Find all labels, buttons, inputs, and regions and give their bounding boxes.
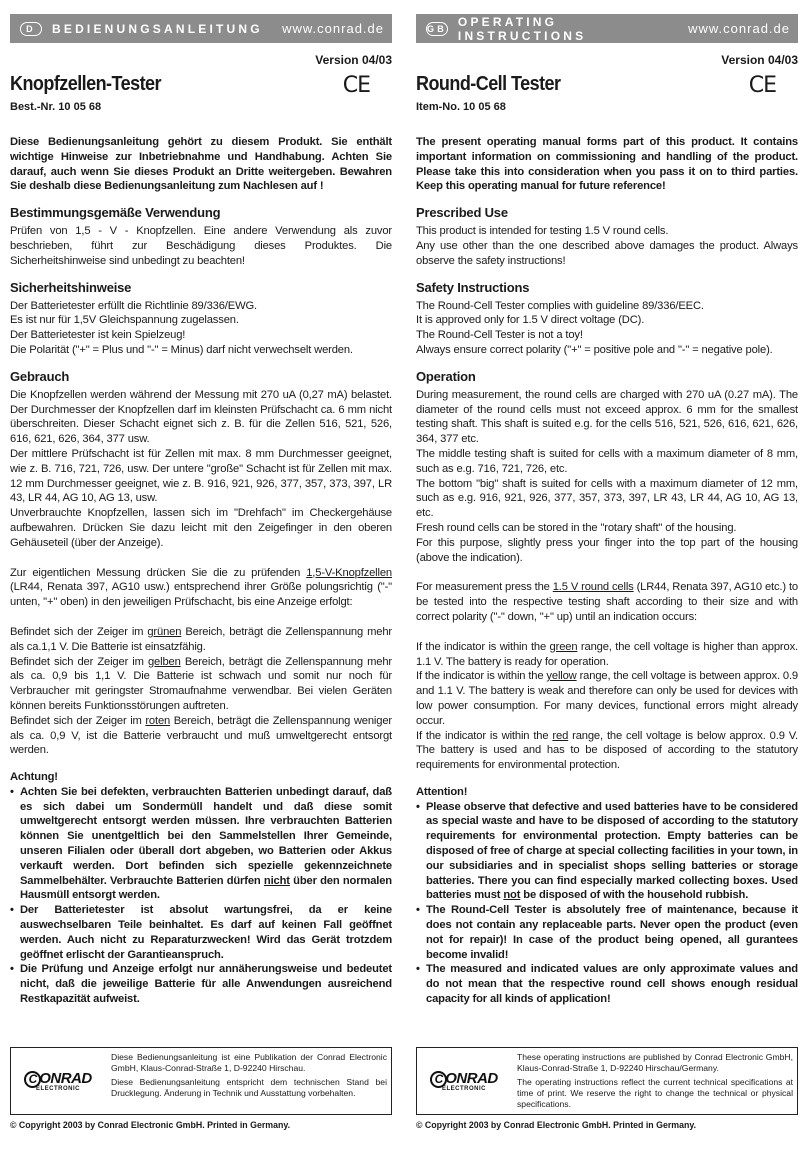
ce-mark-icon: CE (342, 73, 370, 98)
intended-use-text: Prüfen von 1,5 - V - Knopfzellen. Eine andere Verwendung als zuvor beschrieben, führt zur Beschädigung dieses Produktes. Die Sicherheitshinweise sind unbedingt zu beachten! (10, 225, 392, 267)
header-title: OPERATING INSTRUCTIONS (457, 14, 587, 43)
safety-text: Der Batterietester erfüllt die Richtlinie 89/336/EWG. Es ist nur für 1,5V Gleichspannung zugelassen. Der Batterietester ist kein Spielzeug! Die Polarität ("+" = Plus und "-" = Minus) darf nicht verwechselt werden. (10, 299, 353, 356)
header-title: BEDIENUNGSANLEITUNG (52, 21, 263, 36)
header-url[interactable]: www.conrad.de (282, 21, 384, 36)
header-bar (10, 14, 392, 43)
attention-list (416, 800, 798, 1007)
list-item: • Die Prüfung und Anzeige erfolgt nur annäherungsweise und bedeutet nicht, daß die jeweilige Batterie für alle Anwendungen ausreichend Restkapazität aufweist. (10, 962, 392, 1006)
attention-list (10, 785, 392, 1007)
list-item: • Achten Sie bei defekten, verbrauchten Batterien unbedingt darauf, daß es sich dabei um Sondermüll handelt und daß diese somit umweltgerecht entsorgt werden müssen. Ihre verbrauchten Batterien können Sie unentgeltlich bei den Sammelstellen Ihrer Gemeinde, unseren Filialen oder überall dort abgeben, wo Batterien oder Akkus verkauft werden. Dort befinden sich spezielle gekennzeichnete Sammelbehälter. Verbrauchte Batterien dürfen nicht über den normalen Hausmüll entsorgt werden. (10, 785, 392, 903)
disclaimer-text: The operating instructions reflect the current technical specifications at time of print. We reserve the right to change the technical or physical specifications. (517, 1077, 793, 1109)
copyright: © Copyright 2003 by Conrad Electronic GmbH. Printed in Germany. (416, 1120, 697, 1130)
header-bar (416, 14, 798, 43)
list-item: • Please observe that defective and used batteries have to be considered as special waste and have to be disposed of according to the statutory requirements for environmental protection. Empty batteries can be disposed of free of charge at special collecting facilities in your town, in our subsidiaries and in specialist shops selling batteries or storage batteries. There you can find especially marked collecting boxes. Used batteries must not be disposed of with the household rubbish. (416, 800, 798, 904)
english-column (416, 14, 798, 1139)
conrad-logo: C ONRAD ELECTRONIC (11, 1048, 101, 1114)
list-item: • Der Batterietester ist absolut wartungsfrei, da er keine auswechselbaren Teile beinhaltet. Es darf auf keinen Fall geöffnet werden. Auch nicht zu Reparaturzwecken! Wird das Gerät trotzdem geöffnet erlischt der Garantieanspruch. (10, 903, 392, 962)
item-number: Best.-Nr. 10 05 68 (10, 101, 102, 113)
version-label: Version 04/03 (721, 53, 798, 67)
attention-title: Achtung! (10, 771, 58, 784)
language-badge: D (20, 22, 42, 36)
copyright: © Copyright 2003 by Conrad Electronic GmbH. Printed in Germany. (10, 1120, 291, 1130)
list-item: • The measured and indicated values are only approximate values and do not mean that the respective round cell shows enough residual capacity for all kinds of application! (416, 962, 798, 1006)
list-item: • The Round-Cell Tester is absolutely free of maintenance, because it does not contain any replaceable parts. Never open the product (even not for repair)! In case of the product being opened, all gurantees become invalid! (416, 903, 798, 962)
section-title-safety: Safety Instructions (416, 279, 530, 295)
prescribed-use-text: This product is intended for testing 1.5 V round cells. Any use other than the one described above damages the product. Always observe the safety instructions! (416, 225, 798, 267)
item-number: Item-No. 10 05 68 (416, 101, 506, 113)
section-title-operation: Operation (416, 368, 476, 384)
operation-text: During measurement, the round cells are charged with 270 uA (0.27 mA). The diameter of the round cells must not exceed approx. 6 mm for the smallest testing shaft. This shaft is suited e.g. for the cells 516, 521, 526, 616, 621, 626, 364, 377 etc. The middle testing shaft is suited for cells with a maximum diameter of 8 mm, such as e.g. 716, 721, 726, etc. The bottom "big" shaft is suited for cells with a maximum diameter of 12 mm, such as e.g. 916, 921, 926, 377, 357, 373, 397, LR 43, LR 44, AG 10, AG 13, etc. Fresh round cells can be stored in the "rotary shaft" of the housing. For this purpose, slightly press your finger into the top part of the housing (above the indication). For measurement press the 1.5 V round cells (LR44, Renata 397, AG10 etc.) to be tested into the respective testing shaft according to their size and with correct polarity ("-" down, "+" up) until an indication occurs: If the indicator is within the green range, the cell voltage is higher than approx. 1.1 V. The battery is ready for operation. If the indicator is within the yellow range, the cell voltage is between approx. 0.9 and 1.1 V. The battery is weak and therefore can only be used for devices with low power consumption. For many devices, functional errors might already occur. If the indicator is within the red range, the cell voltage is below approx. 0.9 V. The battery is used and has to be disposed of according to the statutory requirements for environmental protection. (416, 388, 798, 772)
section-title-safety: Sicherheitshinweise (10, 279, 132, 295)
section-title-usage: Gebrauch (10, 368, 70, 384)
conrad-logo: C ONRAD ELECTRONIC (417, 1048, 507, 1114)
publisher-text: These operating instructions are published by Conrad Electronic GmbH, Klaus-Conrad-Straße 1, D-92240 Hirschau/Germany. (517, 1052, 793, 1073)
usage-text: Die Knopfzellen werden während der Messung mit 270 uA (0,27 mA) belastet. Der Durchmesser der Knopfzellen darf im kleinsten Prüfschacht ca. 6 mm nicht überschreiten. Dieser Schacht eignet sich z. B. für die Zellen 516, 521, 526, 616, 621, 626, 364, 377 usw. Der mittlere Prüfschacht ist für Zellen mit max. 8 mm Durchmesser geeignet, wie z. B. 716, 721, 726, usw. Der untere "große" Schacht ist für Zellen mit max. 12 mm Durchmesser geeignet, wie z. B. 916, 921, 926, 377, 357, 373, 397, LR 43, LR 44, AG 10, AG 13, usw. Unverbrauchte Knopfzellen, lassen sich im "Drehfach" im Checkergehäuse aufbewahren. Drücken Sie dazu leicht mit den Zeigefinger in den oberen Gehäuseteil (über der Anzeige). Zur eigentlichen Messung drücken Sie die zu prüfenden 1,5-V-Knopfzellen (LR44, Renata 397, AG10 usw.) entsprechend ihrer Größe polungsrichtig ("-" unten, "+" oben) in den jeweiligen Prüfschacht, bis eine Anzeige erfolgt: Befindet sich der Zeiger im grünen Bereich, beträgt die Zellenspannung mehr als ca.1,1 V. Die Batterie ist einsatzfähig. Befindet sich der Zeiger im gelben Bereich, beträgt die Zellenspannung mehr als ca. 0,9 bis 1,1 V. Die Batterie ist schwach und somit nur noch für Verbraucher mit geringster Stromaufnahme verwendbar. Bei vielen Geräten können bereits Funktionsstörungen auftreten. Befindet sich der Zeiger im roten Bereich, beträgt die Zellenspannung weniger als ca. 0,9 V, ist die Batterie verbraucht und muß umweltgerecht entsorgt werden. (10, 388, 392, 757)
document-title: Knopfzellen-Tester (10, 73, 161, 95)
german-column (10, 14, 392, 1139)
ce-mark-icon: CE (748, 73, 776, 98)
document-title: Round-Cell Tester (416, 73, 561, 95)
version-label: Version 04/03 (315, 53, 392, 67)
intro-paragraph: The present operating manual forms part of this product. It contains important information on commissioning and handling of the product. Please take this into consideration when you pass it on to third parties. Keep this operating manual for future reference! (416, 136, 798, 193)
footer (416, 1047, 798, 1139)
header-url[interactable]: www.conrad.de (688, 21, 790, 36)
language-badge: GB (427, 23, 447, 34)
intro-paragraph: Diese Bedienungsanleitung gehört zu diesem Produkt. Sie enthält wichtige Hinweise zur Inbetriebnahme und Handhabung. Achten Sie darauf, auch wenn Sie dieses Produkt an Dritte weitergeben. Bewahren Sie deshalb diese Bedienungsanleitung zum Nachlesen auf ! (10, 136, 392, 193)
section-title-intended-use: Bestimmungsgemäße Verwendung (10, 205, 221, 221)
publisher-text: Diese Bedienungsanleitung ist eine Publikation der Conrad Electronic GmbH, Klaus-Conrad-Straße 1, D-92240 Hirschau. (111, 1052, 387, 1073)
safety-text: The Round-Cell Tester complies with guideline 89/336/EEC. It is approved only for 1.5 V direct voltage (DC). The Round-Cell Tester is not a toy! Always ensure correct polarity ("+" = positive pole and "-" = negative pole). (416, 299, 773, 356)
section-title-prescribed-use: Prescribed Use (416, 205, 508, 221)
disclaimer-text: Diese Bedienungsanleitung entspricht dem technischen Stand bei Drucklegung. Änderung in Technik und Ausstattung vorbehalten. (111, 1077, 387, 1098)
footer (10, 1047, 392, 1139)
attention-title: Attention! (416, 785, 468, 798)
